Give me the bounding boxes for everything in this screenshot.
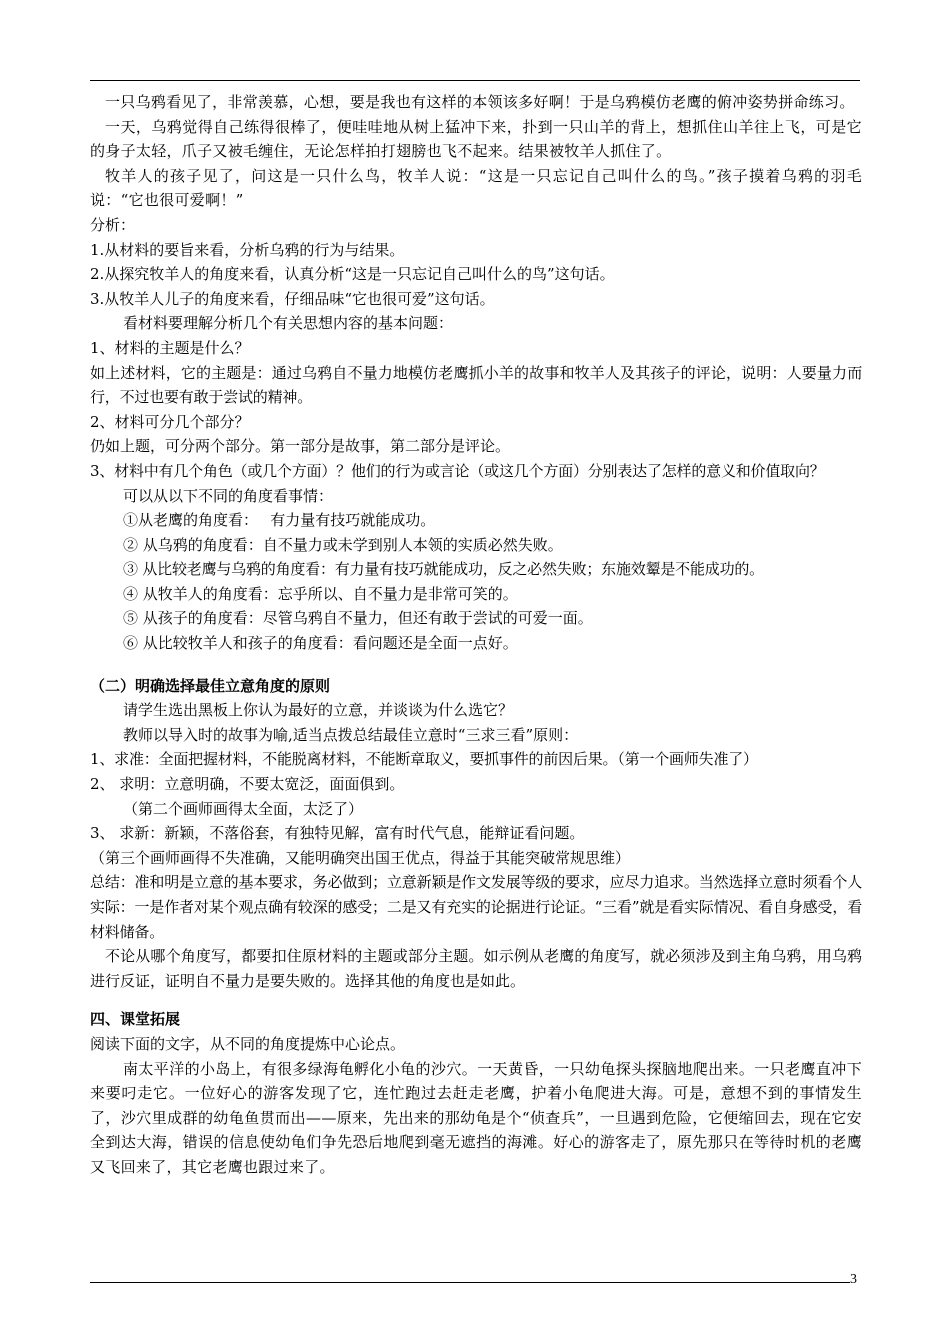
closing-paragraph: 不论从哪个角度写，都要扣住原材料的主题或部分主题。如示例从老鹰的角度写，就必须涉及到主角乌鸦，用乌鸦进行反证，证明自不量力是要失败的。选择其他的角度也是如此。 xyxy=(90,947,862,990)
analysis-item: 3.从牧羊人儿子的角度来看，仔细品味“它也很可爱”这句话。 xyxy=(90,289,495,308)
analysis-item: 2.从探究牧羊人的角度来看，认真分析“这是一只忘记自己叫什么的鸟”这句话。 xyxy=(90,265,615,284)
document-body xyxy=(90,90,862,1180)
answer: 仍如上题，可分两个部分。第一部分是故事，第二部分是评论。 xyxy=(90,437,511,456)
question: 3、材料中有几个角色（或几个方面）？他们的行为或言论（或这几个方面）分别表达了怎样的意义和价值取向？ xyxy=(90,461,825,480)
story-paragraph: 一只乌鸦看见了，非常羡慕，心想，要是我也有这样的本领该多好啊！于是乌鸦模仿老鹰的俯冲姿势拼命练习。 xyxy=(105,93,855,111)
principle-item: 1、求准：全面把握材料，不能脱离材料，不能断章取义，要抓事件的前因后果。（第一个画师失准了） xyxy=(90,750,758,769)
questions-intro: 看材料要理解分析几个有关思想内容的基本问题： xyxy=(123,314,454,333)
angle-item: ⑤ 从孩子的角度看：尽管乌鸦自不量力，但还有敢于尝试的可爱一面。 xyxy=(123,609,593,628)
section-intro: 阅读下面的文字，从不同的角度提炼中心论点。 xyxy=(90,1034,406,1053)
footer-rule xyxy=(90,1282,850,1283)
section-heading: （二）明确选择最佳立意角度的原则 xyxy=(90,676,331,695)
story-paragraph: 一天，乌鸦觉得自己练得很棒了，便哇哇地从树上猛冲下来，扑到一只山羊的背上，想抓住山羊往上飞，可是它的身子太轻，爪子又被毛缠住，无论怎样拍打翅膀也飞不起来。结果被牧羊人抓住了。 xyxy=(90,117,862,161)
question: 2、材料可分几个部分？ xyxy=(90,412,250,431)
analysis-label: 分析： xyxy=(90,215,136,234)
story-paragraph: 南太平洋的小岛上，有很多绿海龟孵化小龟的沙穴。一天黄昏，一只幼龟探头探脑地爬出来。一只老鹰直冲下来要叼走它。一位好心的游客发现了它，连忙跑过去赶走老鹰，护着小龟爬进大海。可是，意想不到的事情发生了，沙穴里成群的幼龟鱼贯而出——原来，先出来的那幼龟是个“侦查兵”，一旦遇到危险，它便缩回去，现在它安全到达大海，错误的信息使幼龟们争先恐后地爬到毫无遮挡的海滩。好心的游客走了，原先那只在等待时机的老鹰又飞回来了，其它老鹰也跟过来了。 xyxy=(90,1059,862,1176)
page-number: 3 xyxy=(850,1272,857,1287)
analysis-item: 1.从材料的要旨来看，分析乌鸦的行为与结果。 xyxy=(90,240,405,259)
answer: 如上述材料，它的主题是：通过乌鸦自不量力地模仿老鹰抓小羊的故事和牧羊人及其孩子的评论，说明：人要量力而行，不过也要有敢于尝试的精神。 xyxy=(90,363,862,407)
story-paragraph: 牧羊人的孩子见了，问这是一只什么鸟，牧羊人说：“这是一只忘记自己叫什么的鸟。”孩子摸着乌鸦的羽毛说：“它也很可爱啊！” xyxy=(90,166,862,210)
angle-item: ①从老鹰的角度看： 有力量有技巧就能成功。 xyxy=(123,511,436,530)
angle-item: ④ 从牧羊人的角度看：忘乎所以、自不量力是非常可笑的。 xyxy=(123,584,518,603)
spacer xyxy=(90,993,862,1007)
principle-note: （第三个画师画得不失准确，又能明确突出国王优点，得益于其能突破常规思维） xyxy=(90,848,631,867)
angle-item: ③ 从比较老鹰与乌鸦的角度看：有力量有技巧就能成功，反之必然失败；东施效颦是不能成功的。 xyxy=(123,560,764,579)
principle-item: 3、 求新：新颖，不落俗套，有独特见解，富有时代气息，能辩证看问题。 xyxy=(90,824,585,843)
spacer xyxy=(90,656,862,674)
section-paragraph: 教师以导入时的故事为喻,适当点拨总结最佳立意时“三求三看”原则： xyxy=(123,725,579,744)
summary-paragraph: 总结：准和明是立意的基本要求，务必做到；立意新颖是作文发展等级的要求，应尽力追求。当然选择立意时须看个人实际：一是作者对某个观点确有较深的感受；二是又有充实的论据进行论证。“三看”就是看实际情况、看自身感受，看材料储备。 xyxy=(90,873,862,941)
angles-intro: 可以从以下不同的角度看事情： xyxy=(123,486,334,505)
principle-note: （第二个画师画得太全面，太泛了） xyxy=(123,799,364,818)
section-heading: 四、课堂拓展 xyxy=(90,1010,181,1029)
section-paragraph: 请学生选出黑板上你认为最好的立意，并谈谈为什么选它？ xyxy=(123,701,514,720)
principle-item: 2、 求明：立意明确，不要太宽泛，面面俱到。 xyxy=(90,775,405,794)
angle-item: ⑥ 从比较牧羊人和孩子的角度看：看问题还是全面一点好。 xyxy=(123,634,518,653)
header-rule xyxy=(90,80,860,81)
angle-item: ② 从乌鸦的角度看：自不量力或未学到别人本领的实质必然失败。 xyxy=(123,535,563,554)
question: 1、材料的主题是什么？ xyxy=(90,338,250,357)
